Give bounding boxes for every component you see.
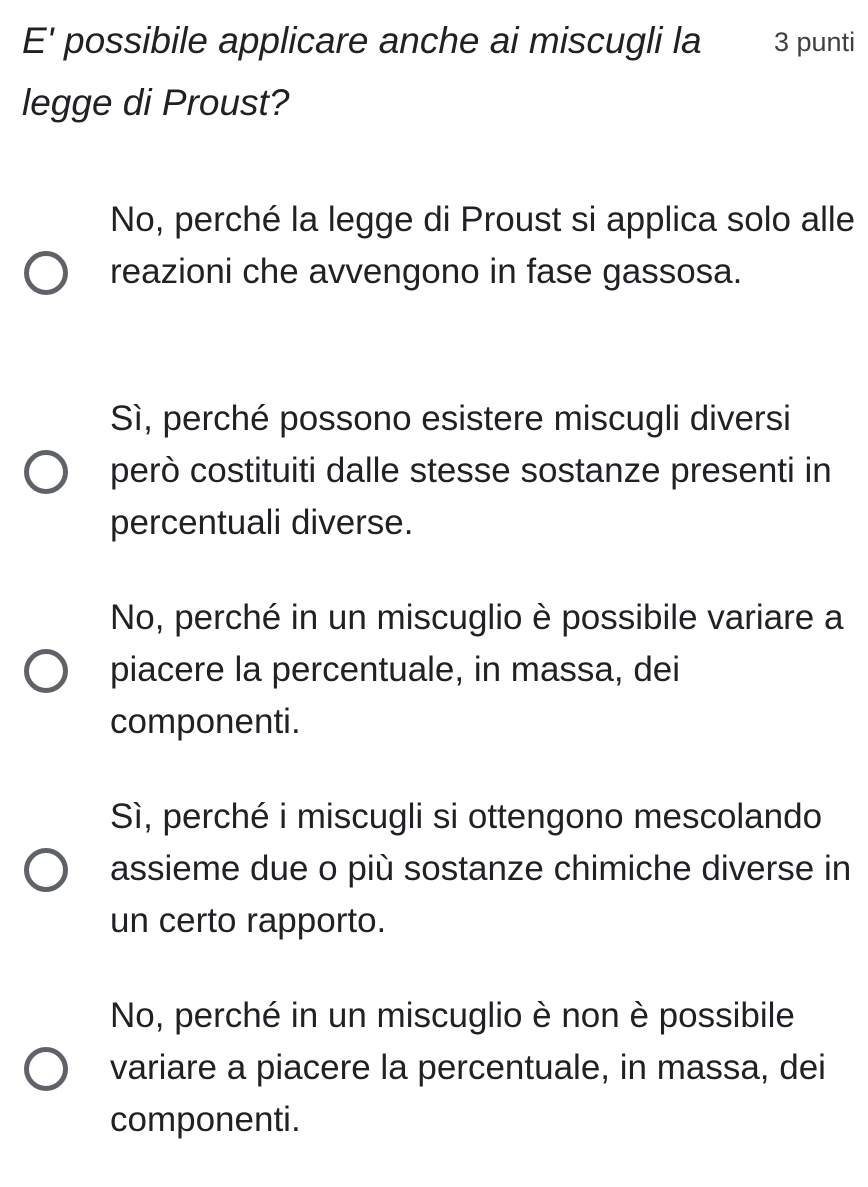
option-item[interactable] xyxy=(0,988,868,1187)
question-points: 3 punti xyxy=(774,27,856,57)
option-item[interactable] xyxy=(0,789,868,988)
radio-button[interactable] xyxy=(24,251,68,295)
option-item[interactable] xyxy=(0,590,868,789)
options-list xyxy=(0,192,868,1187)
radio-button[interactable] xyxy=(24,649,68,693)
option-label[interactable]: No, perché la legge di Proust si applica solo alle reazioni che avvengono in fase gassosa. xyxy=(110,200,856,291)
question-title: E' possibile applicare anche ai miscugli la legge di Proust? xyxy=(22,20,702,123)
option-label[interactable]: Sì, perché i miscugli si ottengono mescolando assieme due o più sostanze chimiche diverse in un certo rapporto. xyxy=(110,797,852,940)
option-label[interactable]: No, perché in un miscuglio è possibile variare a piacere la percentuale, in massa, dei componenti. xyxy=(110,598,844,741)
option-item[interactable] xyxy=(0,391,868,590)
option-label[interactable]: No, perché in un miscuglio è non è possibile variare a piacere la percentuale, in massa, dei componenti. xyxy=(110,996,826,1139)
radio-button[interactable] xyxy=(24,1047,68,1091)
radio-button[interactable] xyxy=(24,848,68,892)
radio-button[interactable] xyxy=(24,450,68,494)
option-item[interactable] xyxy=(0,192,868,391)
question-header xyxy=(22,10,868,140)
option-label[interactable]: Sì, perché possono esistere miscugli diversi però costituiti dalle stesse sostanze presenti in percentuali diverse. xyxy=(110,399,832,542)
